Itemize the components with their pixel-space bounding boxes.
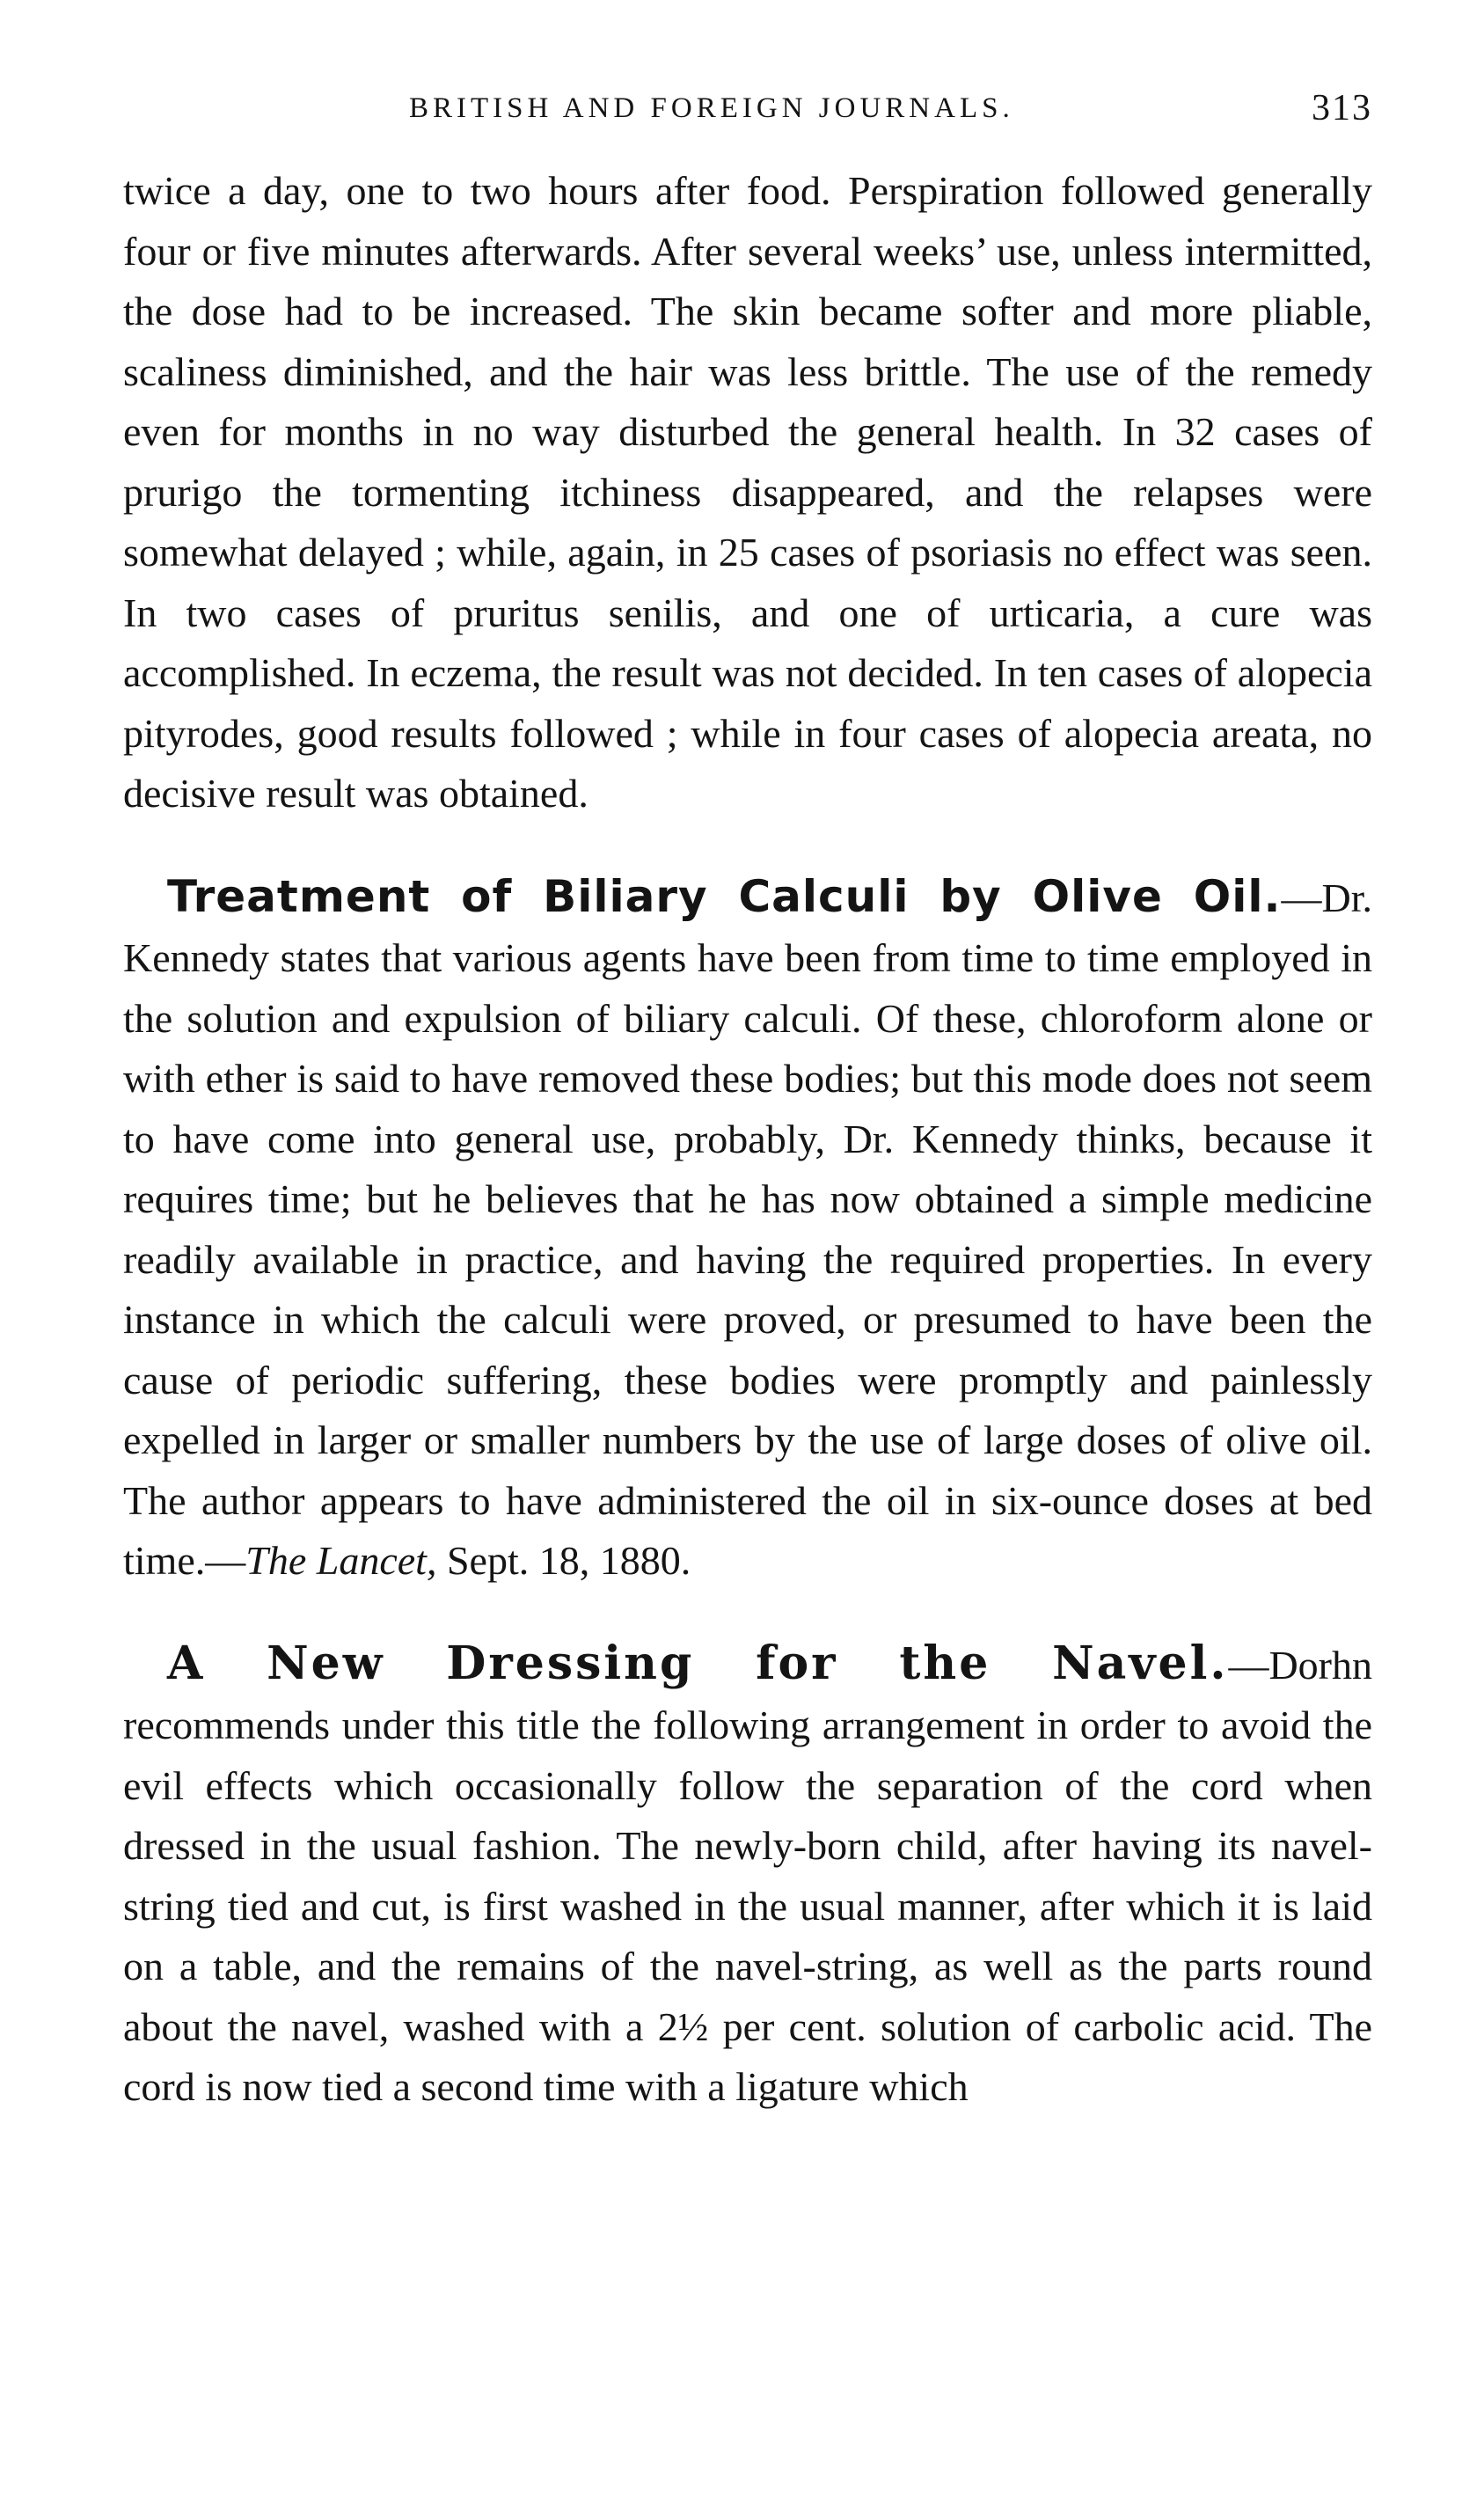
page-number: 313 (1312, 88, 1372, 128)
citation-source: The Lancet, (245, 1538, 437, 1583)
article-navel-dressing (123, 1634, 1372, 2118)
article-heading-navel: A New Dressing for the Navel. (167, 1636, 1229, 1690)
article-olive-oil (123, 867, 1372, 1592)
running-head-title: BRITISH AND FOREIGN JOURNALS. (409, 92, 1014, 124)
article-body-olive-oil: Dr. Kennedy states that various agents have been from time to time employed in the solution and expulsion of biliary calculi. Of these, chloroform alone or with ether is said to have removed these bodies; but this mode does not seem to have come into general use, probably, Dr. Kennedy thinks, because it requires time; but he believes that he has now obtained a simple medicine readily available in practice, and having the required properties. In every instance in which the calculi were proved, or presumed to have been the cause of periodic suffering, these bodies were promptly and painlessly expelled in larger or smaller numbers by the use of large doses of olive oil. The author appears to have administered the oil in six-ounce doses at bed time. (123, 875, 1372, 1583)
heading-dash: — (1281, 875, 1322, 920)
heading-dash-navel: — (1228, 1642, 1269, 1688)
citation-dash: — (205, 1538, 246, 1583)
paragraph-continuation: twice a day, one to two hours after food. Perspiration followed generally four or five minutes afterwards. After several weeks’ use, unless intermitted, the dose had to be increased. The skin became softer and more pliable, scaliness diminished, and the hair was less brittle. The use of the remedy even for months in no way disturbed the general health. In 32 cases of prurigo the tormenting itchiness disappeared, and the relapses were somewhat delayed ; while, again, in 25 cases of psoriasis no effect was seen. In two cases of pruritus senilis, and one of urticaria, a cure was accomplished. In eczema, the result was not decided. In ten cases of alopecia pityrodes, good results followed ; while in four cases of alopecia areata, no decisive result was obtained. (123, 168, 1372, 816)
journal-page (123, 84, 1372, 2118)
running-head (123, 84, 1372, 136)
citation-date: Sept. 18, 1880. (436, 1538, 691, 1583)
article-body-navel: Dorhn recommends under this title the following arrangement in order to avoid the evil effects which occasionally follow the separation of the cord when dressed in the usual fashion. The newly-born child, after having its navel-string tied and cut, is first washed in the usual manner, after which it is laid on a table, and the remains of the navel-string, as well as the parts round about the navel, washed with a 2½ per cent. solution of carbolic acid. The cord is now tied a second time with a ligature which (123, 1642, 1372, 2109)
article-heading-olive-oil: Treatment of Biliary Calculi by Olive Oil. (167, 870, 1282, 922)
